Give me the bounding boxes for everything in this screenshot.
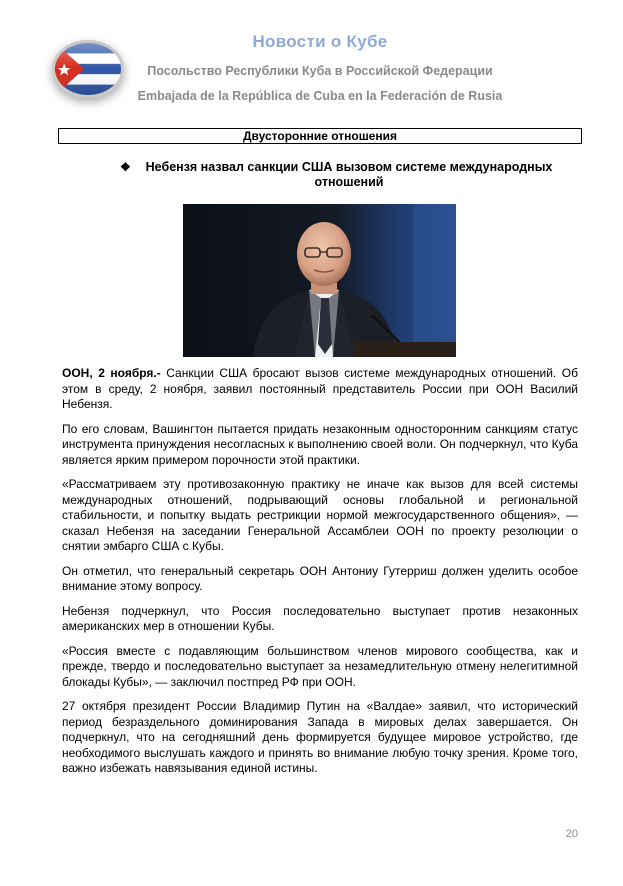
paragraph-text: Санкции США бросают вызов системе международных отношений. Об этом в среду, 2 ноября, заявил постоянный представитель России при ООН Василий Небензя. xyxy=(62,366,578,411)
article-paragraph: 27 октября президент России Владимир Путин на «Валдае» заявил, что исторический период безраздельного доминирования Запада в мировых делах завершается. Он подчеркнул, что на сегодняшний день формируется будущее мировое устройство, где необходимого выслушать каждого и принять во внимание любую точку зрения. Кроме того, важно избежать навязывания единой истины. xyxy=(62,699,578,775)
article-headline xyxy=(120,160,560,190)
article-paragraph: «Россия вместе с подавляющим большинством членов мирового сообщества, как и прежде, твердо и последовательно выступает за незамедлительную отмену нелегитимной блокады Кубы», — заключил постпред РФ при ООН. xyxy=(62,643,578,689)
publication-title: Новости о Кубе xyxy=(252,32,388,51)
article-paragraph: Он отметил, что генеральный секретарь ООН Антониу Гутерриш должен уделить особое внимание этому вопросу. xyxy=(62,563,578,593)
dateline: ООН, 2 ноября.- xyxy=(62,366,161,380)
article-paragraph: Небензя подчеркнул, что Россия последовательно выступает против незаконных американских мер в отношении Кубы. xyxy=(62,603,578,633)
article-body xyxy=(62,366,578,786)
embassy-name-ru: Посольство Республики Куба в Российской Федерации xyxy=(147,64,493,78)
headline-text: Небензя назвал санкции США вызовом системе международных отношений xyxy=(145,160,553,189)
article-paragraph xyxy=(62,366,578,413)
article-paragraph: «Рассматриваем эту противозаконную практику не иначе как вызов для всей системы международных отношений, подрывающий основы глобальной и региональной стабильности, и попытку выдать рестрикции нормой межгосударственного общения», — сказал Небензя на заседании Генеральной Ассамблеи ООН по проекту резолюции о снятии эмбарго США с Кубы. xyxy=(62,477,578,553)
diamond-bullet-icon: ❖ xyxy=(120,160,131,174)
section-heading: Двусторонние отношения xyxy=(58,128,582,144)
speaker-at-podium-photo xyxy=(183,204,456,357)
page-number: 20 xyxy=(565,828,578,840)
embassy-name-es: Embajada de la República de Cuba en la Federación de Rusia xyxy=(137,89,503,103)
article-paragraph: По его словам, Вашингтон пытается придать незаконным односторонним санкциям статус инструмента принуждения несогласных к выполнению своей воли. Он подчеркнул, что Куба является ярким примером порочности этой практики. xyxy=(62,421,578,467)
